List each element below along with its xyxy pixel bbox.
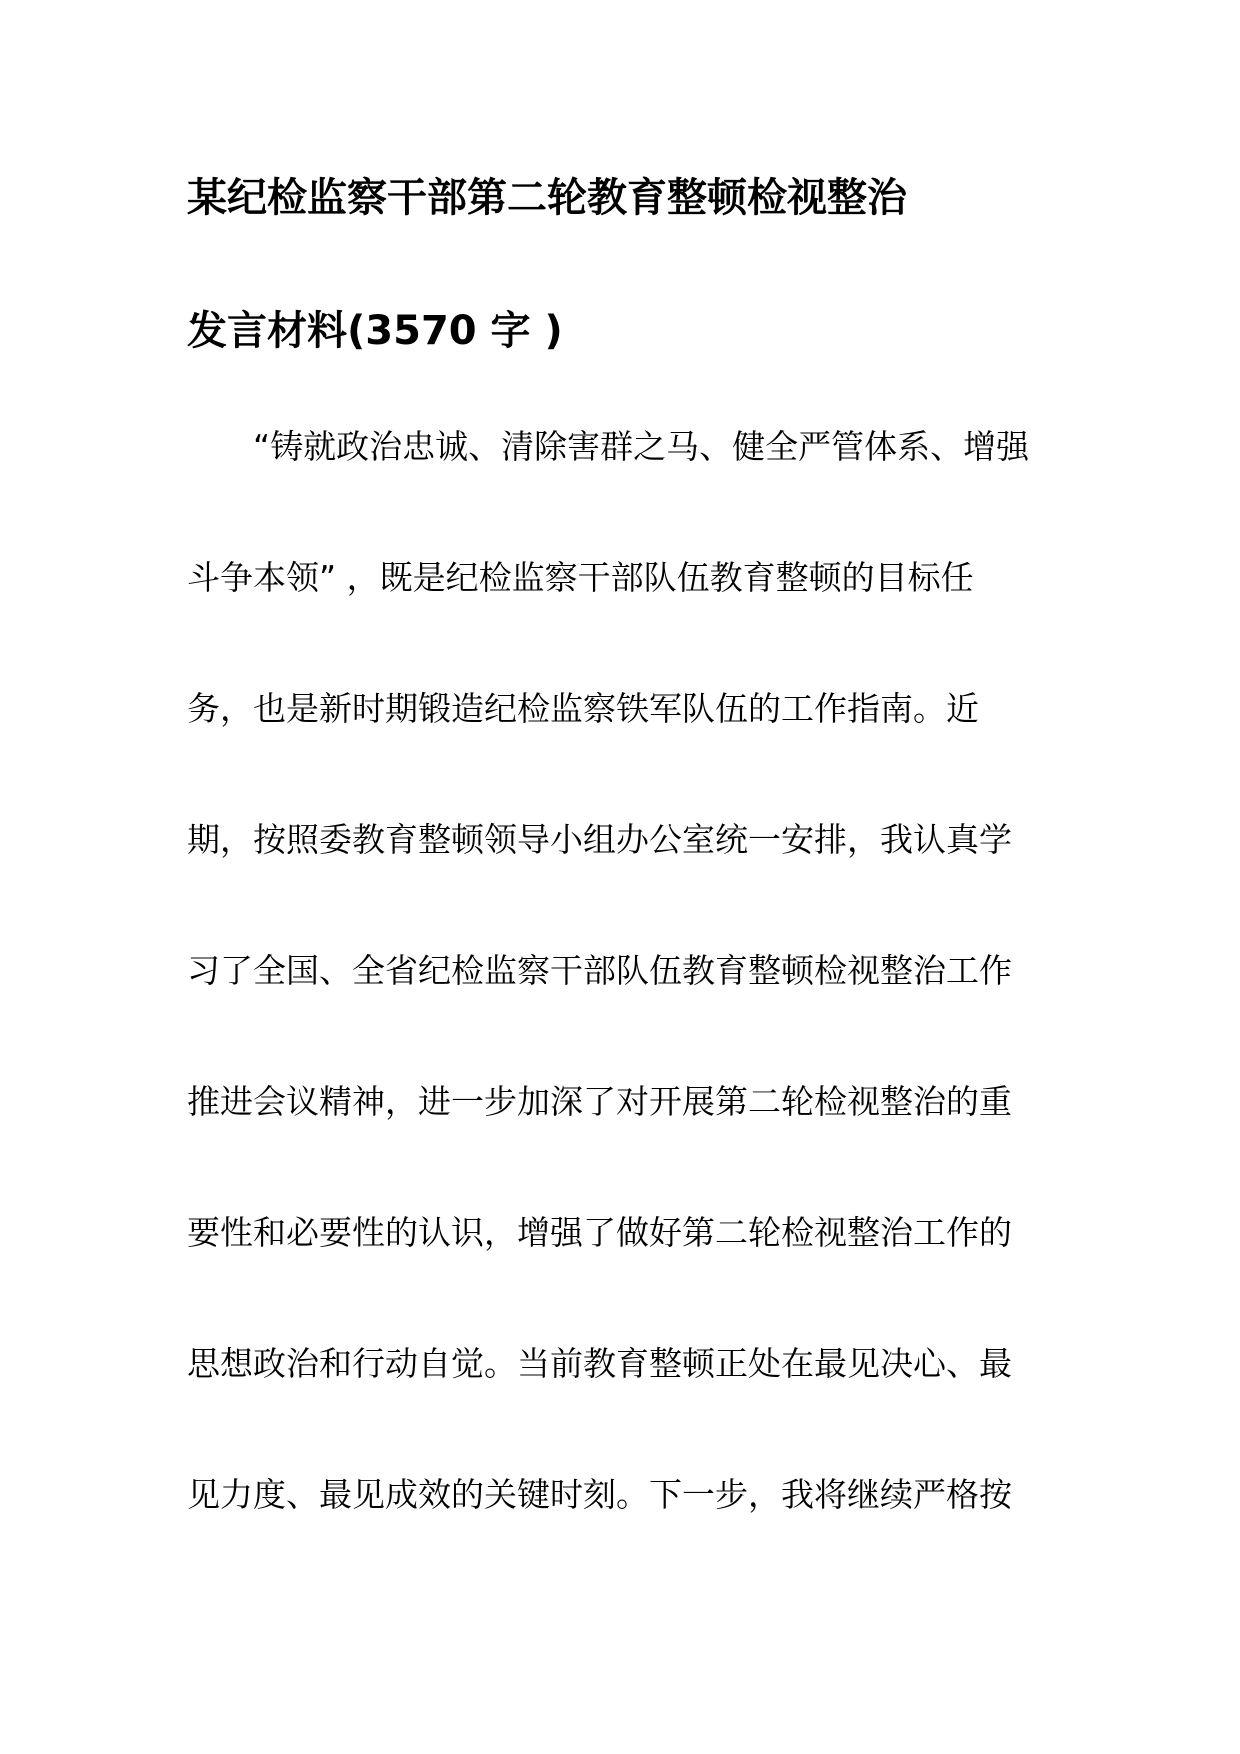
paragraph-line-7: 要性和必要性的认识，增强了做好第二轮检视整治工作的: [187, 1213, 1012, 1252]
paragraph-line-4: 期，按照委教育整顿领导小组办公室统一安排，我认真学: [187, 820, 1012, 859]
paragraph-line-3: 务，也是新时期锻造纪检监察铁军队伍的工作指南。近: [187, 689, 979, 728]
paragraph-line-2: 斗争本领” ，既是纪检监察干部队伍教育整顿的目标任: [187, 558, 974, 597]
paragraph-line-5: 习了全国、全省纪检监察干部队伍教育整顿检视整治工作: [187, 951, 1012, 990]
paragraph-line-6: 推进会议精神，进一步加深了对开展第二轮检视整治的重: [187, 1082, 1012, 1121]
paragraph-line-9: 见力度、最见成效的关键时刻。下一步，我将继续严格按: [187, 1475, 1012, 1514]
document-title-line-2: 发言材料(3570 字 ): [187, 308, 563, 354]
paragraph-line-1: “铸就政治忠诚、清除害群之马、健全严管体系、增强: [253, 427, 1030, 466]
paragraph-line-8: 思想政治和行动自觉。当前教育整顿正处在最见决心、最: [187, 1344, 1012, 1383]
document-title-line-1: 某纪检监察干部第二轮教育整顿检视整治: [187, 175, 907, 221]
